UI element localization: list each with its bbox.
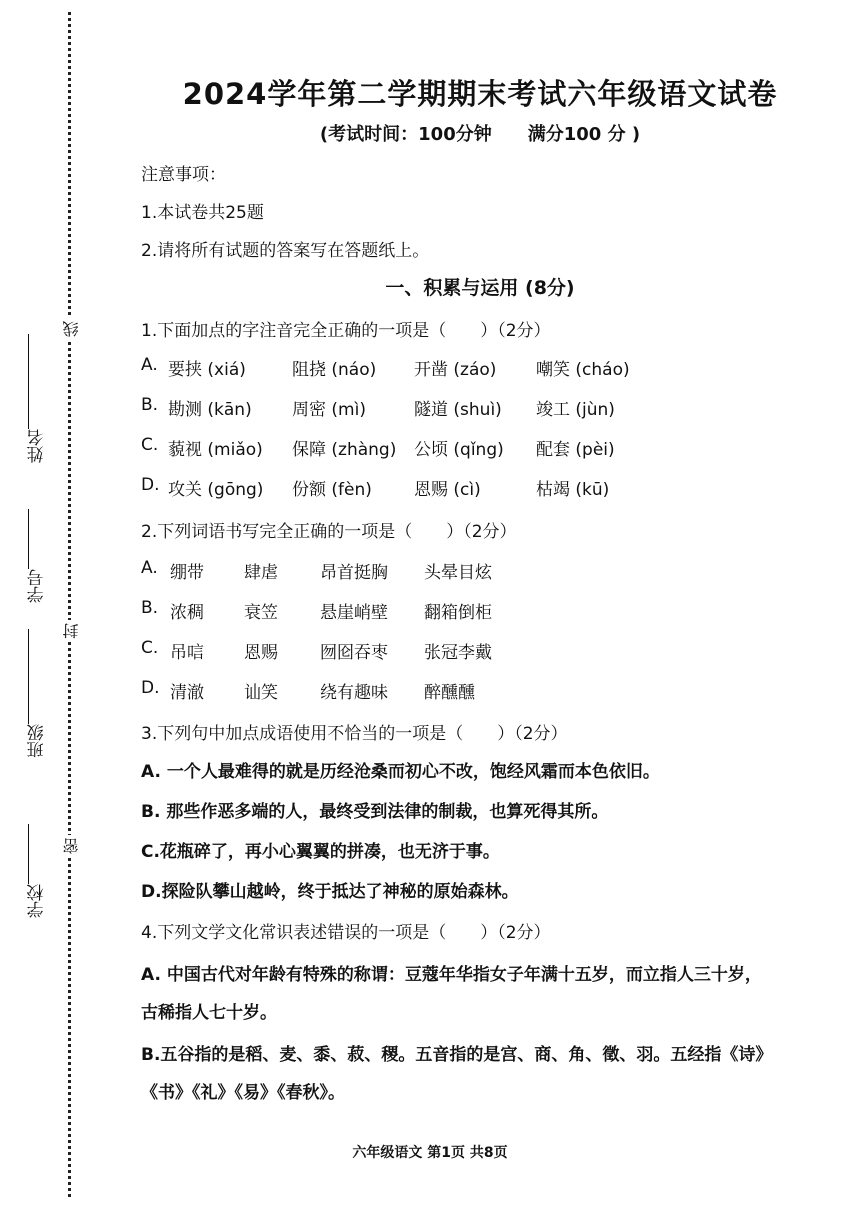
q1-option-item: 阻挠 (náo): [292, 360, 377, 380]
exam-score: 满分100 分 ): [527, 124, 641, 145]
q2-stem: 2.下列词语书写完全正确的一项是（ ）（2分）: [141, 522, 517, 542]
q4-option-a-line2: 古稀指人七十岁。: [141, 1003, 277, 1023]
name-field: [28, 330, 47, 467]
student-id-field: [28, 505, 47, 607]
q1-option-item: 配套 (pèi): [536, 440, 615, 460]
q2-option-item: 绕有趣味: [320, 683, 388, 703]
q1-option-item: 竣工 (jùn): [536, 400, 615, 420]
q1-option-label: D.: [141, 475, 160, 495]
q2-option-item: 昂首挺胸: [320, 563, 388, 583]
q2-option-item: 张冠李戴: [424, 643, 492, 663]
q1-option-label: A.: [141, 355, 158, 375]
q2-option-item: 恩赐: [244, 643, 278, 663]
q2-option-label: C.: [141, 638, 159, 658]
q2-option-label: D.: [141, 678, 160, 698]
q2-option-item: 清澈: [170, 683, 204, 703]
q1-option-item: 嘲笑 (cháo): [536, 360, 630, 380]
q2-option-item: 吊唁: [170, 643, 204, 663]
q1-option-item: 攻关 (gōng): [168, 480, 264, 500]
q2-option-label: A.: [141, 558, 158, 578]
q2-option-item: 醉醺醺: [424, 683, 475, 703]
q1-option-item: 份额 (fèn): [292, 480, 372, 500]
binding-dotted-line: [68, 12, 71, 1197]
q4-option-b-line1: B.五谷指的是稻、麦、黍、菽、稷。五音指的是宫、商、角、徵、羽。五经指《诗》: [141, 1045, 773, 1065]
school-label: 学校: [27, 884, 48, 918]
student-id-blank: [28, 509, 47, 569]
q3-option-a: A. 一个人最难得的就是历经沧桑而初心不改，饱经风霜而本色依旧。: [141, 762, 660, 782]
student-id-label: 学号: [27, 569, 48, 603]
q3-option-d: D.探险队攀山越岭，终于抵达了神秘的原始森林。: [141, 882, 519, 902]
school-blank: [28, 824, 47, 884]
q1-option-item: 要挟 (xiá): [168, 360, 246, 380]
q2-option-item: 衰笠: [244, 603, 278, 623]
q2-option-item: 讪笑: [244, 683, 278, 703]
notes-heading: 注意事项：: [141, 165, 226, 185]
q4-option-a-line1: A. 中国古代对年龄有特殊的称谓：豆蔻年华指女子年满十五岁，而立指人三十岁，: [141, 965, 762, 985]
note-item-1: 1.本试卷共25题: [141, 203, 264, 223]
q3-option-b: B. 那些作恶多端的人，最终受到法律的制裁，也算死得其所。: [141, 802, 609, 822]
name-label: 姓名: [27, 429, 48, 463]
q1-option-item: 公顷 (qǐng): [414, 440, 504, 460]
q2-option-item: 浓稠: [170, 603, 204, 623]
envelope-mark: 封: [60, 620, 83, 642]
q2-option-item: 悬崖峭壁: [320, 603, 388, 623]
q2-option-item: 翻箱倒柜: [424, 603, 492, 623]
q2-option-item: 囫囵吞枣: [320, 643, 388, 663]
q2-option-item: 绷带: [170, 563, 204, 583]
exam-subtitle: [160, 120, 800, 146]
class-blank: [28, 629, 47, 724]
exam-time: (考试时间：100分钟: [319, 124, 492, 145]
q3-option-c: C.花瓶碎了，再小心翼翼的拼凑，也无济于事。: [141, 842, 500, 862]
q3-stem: 3.下列句中加点成语使用不恰当的一项是（ ）（2分）: [141, 724, 568, 744]
q2-option-item: 肆虐: [244, 563, 278, 583]
q1-option-label: C.: [141, 435, 159, 455]
section-title: 一、积累与运用 (8分): [385, 277, 575, 299]
class-field: [28, 625, 47, 762]
note-item-2: 2.请将所有试题的答案写在答题纸上。: [141, 241, 430, 261]
q2-option-label: B.: [141, 598, 159, 618]
q1-option-item: 开凿 (záo): [414, 360, 497, 380]
q2-option-item: 头晕目炫: [424, 563, 492, 583]
q1-option-item: 藐视 (miǎo): [168, 440, 263, 460]
page-footer: 六年级语文 第1页 共8页: [352, 1145, 508, 1161]
seal-mark: 密: [60, 835, 83, 857]
school-field: [28, 820, 47, 922]
name-blank: [28, 334, 47, 429]
line-mark: 线: [60, 318, 83, 340]
q4-stem: 4.下列文学文化常识表述错误的一项是（ ）（2分）: [141, 923, 551, 943]
q1-option-item: 隧道 (shuì): [414, 400, 502, 420]
q1-stem: 1.下面加点的字注音完全正确的一项是（ ）（2分）: [141, 321, 551, 341]
q4-option-b-line2: 《书》《礼》《易》《春秋》。: [141, 1083, 345, 1103]
q1-option-item: 枯竭 (kū): [536, 480, 610, 500]
exam-title: 2024学年第二学期期末考试六年级语文试卷: [182, 77, 778, 111]
class-label: 班级: [27, 724, 48, 758]
q1-option-item: 恩赐 (cì): [414, 480, 481, 500]
q1-option-item: 保障 (zhàng): [292, 440, 397, 460]
q1-option-label: B.: [141, 395, 159, 415]
q1-option-item: 周密 (mì): [292, 400, 366, 420]
q1-option-item: 勘测 (kān): [168, 400, 252, 420]
